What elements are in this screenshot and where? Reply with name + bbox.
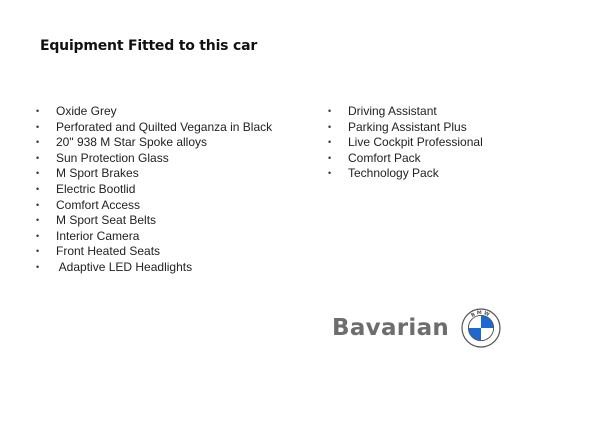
bullet-icon: • <box>328 137 332 148</box>
list-item-label: Front Heated Seats <box>56 244 161 259</box>
bullet-icon: • <box>36 121 40 132</box>
list-item-label: Adaptive LED Headlights <box>56 259 193 274</box>
list-item-label: Technology Pack <box>348 166 439 181</box>
bullet-icon: • <box>36 246 40 257</box>
bullet-icon: • <box>36 152 40 163</box>
list-item-label: Live Cockpit Professional <box>348 135 483 150</box>
list-item-label: Driving Assistant <box>348 104 437 118</box>
bmw-roundel-icon <box>461 308 501 348</box>
bullet-icon: • <box>36 215 40 226</box>
bullet-icon: • <box>36 168 40 179</box>
dealer-brand <box>332 308 501 348</box>
list-item-label: Interior Camera <box>56 228 140 243</box>
list-item-label: Parking Assistant Plus <box>348 119 467 134</box>
bullet-icon: • <box>328 121 332 132</box>
bullet-icon: • <box>36 183 40 194</box>
dealer-name: Bavarian <box>332 315 450 341</box>
bullet-icon: • <box>36 261 40 272</box>
bullet-icon: • <box>328 168 332 179</box>
bullet-icon: • <box>36 199 40 210</box>
page-title: Equipment Fitted to this car <box>40 38 258 54</box>
bullet-icon: • <box>36 230 40 241</box>
bullet-icon: • <box>36 106 40 116</box>
list-item-label: Sun Protection Glass <box>56 150 169 165</box>
list-item-label: 20" 938 M Star Spoke alloys <box>56 135 208 150</box>
list-item-label: Perforated and Quilted Veganza in Black <box>56 119 273 134</box>
list-item-label: M Sport Seat Belts <box>56 213 157 228</box>
list-item-label: Oxide Grey <box>56 104 117 118</box>
bullet-icon: • <box>328 106 332 116</box>
bullet-icon: • <box>36 137 40 148</box>
bullet-icon: • <box>328 152 332 163</box>
list-item-label: Electric Bootlid <box>56 181 136 196</box>
list-item-label: M Sport Brakes <box>56 166 139 181</box>
logo-letters: BMW <box>470 310 492 319</box>
list-item-label: Comfort Pack <box>348 150 421 165</box>
list-item-label: Comfort Access <box>56 197 141 212</box>
